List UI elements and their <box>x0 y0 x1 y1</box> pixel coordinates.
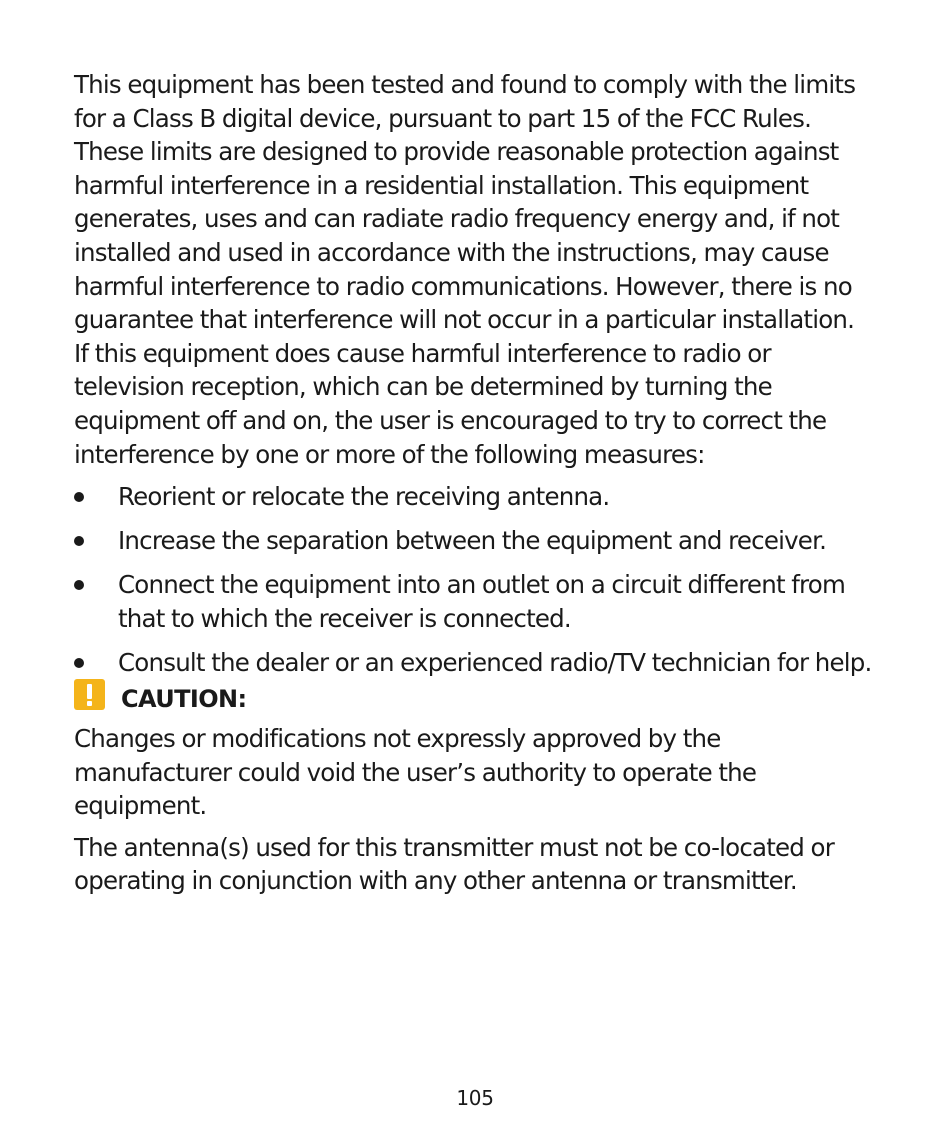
modifications-warning-paragraph: Changes or modifications not expressly approved by the manufacturer could void the user’s authority to operate the equipment. <box>74 724 757 821</box>
measures-list <box>74 480 874 679</box>
antenna-colocation-paragraph: The antenna(s) used for this transmitter must not be co-located or operating in conjunction with any other antenna or transmitter. <box>74 832 834 896</box>
list-item-text: Increase the separation between the equipment and receiver. <box>118 526 827 556</box>
bullet-icon <box>74 536 84 546</box>
bullet-icon <box>74 492 84 502</box>
bullet-icon <box>74 580 84 590</box>
list-item <box>74 646 874 680</box>
exclamation-warning-icon <box>74 679 105 710</box>
bullet-icon <box>74 658 84 668</box>
caution-title: CAUTION: <box>121 685 247 714</box>
caution-heading <box>74 682 874 716</box>
list-item-text: Consult the dealer or an experienced radio/TV technician for help. <box>118 648 872 677</box>
list-item <box>74 568 874 635</box>
page-number: 105 <box>456 1086 494 1110</box>
list-item <box>74 480 874 514</box>
list-item <box>74 524 874 558</box>
list-item-text: Reorient or relocate the receiving antenna. <box>118 482 610 512</box>
fcc-compliance-paragraph: This equipment has been tested and found to comply with the limits for a Class B digital device, pursuant to part 15 of the FCC Rules. These limits are designed to provide reasonable protection against harmful interference in a residential installation. This equipment generates, uses and can radiate radio frequency energy and, if not installed and used in accordance with the instructions, may cause harmful interference to radio communications. However, there is no guarantee that interference will not occur in a particular installation. If this equipment does cause harmful interference to radio or television reception, which can be determined by turning the equipment off and on, the user is encouraged to try to correct the interference by one or more of the following measures: <box>74 70 856 469</box>
list-item-text: Connect the equipment into an outlet on a circuit different from that to which the receiver is connected. <box>118 570 846 633</box>
document-body <box>74 68 874 898</box>
